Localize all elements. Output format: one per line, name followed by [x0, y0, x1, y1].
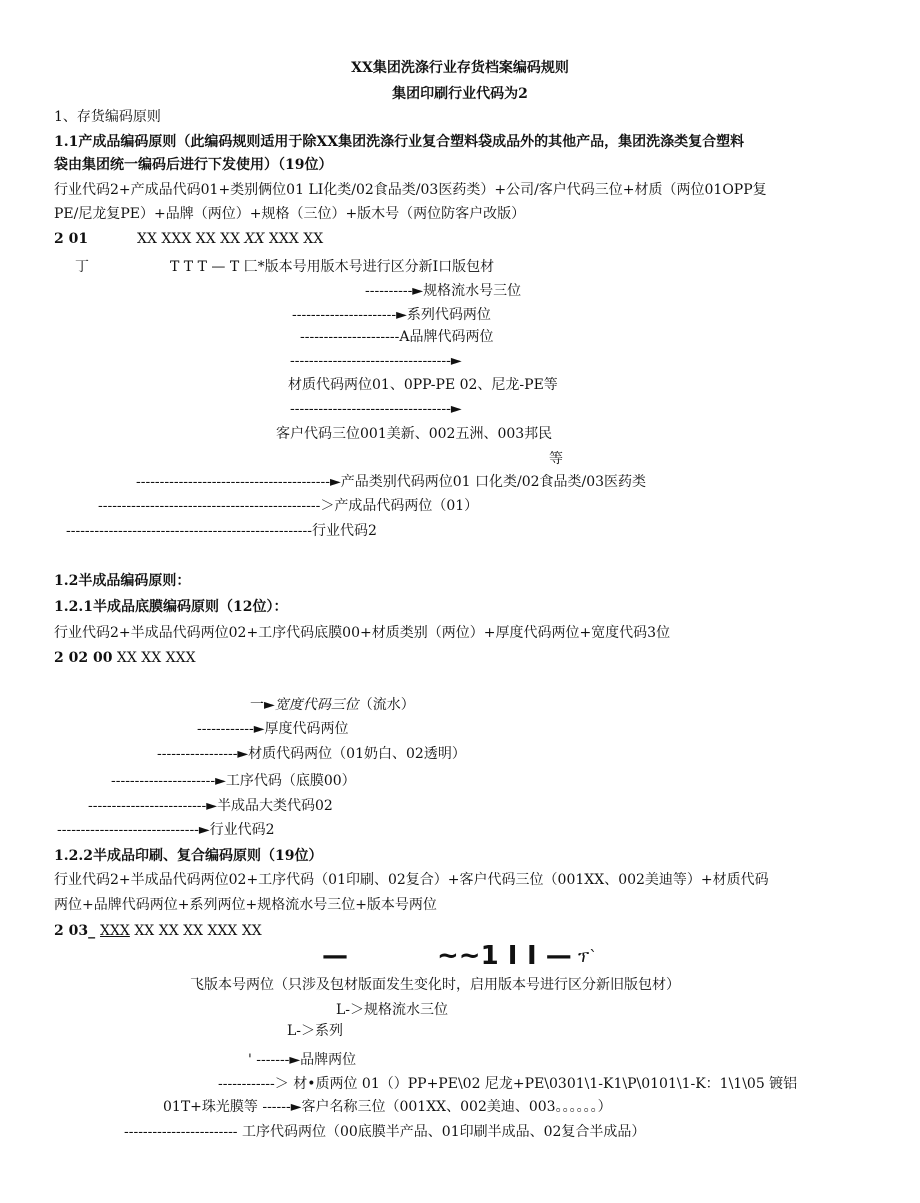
width-label: 宽度代码三位 [274, 697, 359, 713]
tree-1-1-arrow-material: ----------------------------------► [290, 353, 462, 369]
tree-1-1-product-code: -----------------------------------------------＞产成品代码两位（01） [98, 498, 479, 514]
section-1-2-2-heading: 1.2.2半成品印刷、复合编码原则（19位） [54, 848, 323, 864]
code-underlined: XXX [99, 923, 130, 939]
section-1-1-code [54, 230, 323, 248]
tree-1-1-arrow-customer: ----------------------------------► [290, 401, 462, 417]
tree-1-2-2-spec: L-＞规格流水三位 [336, 1002, 449, 1018]
section-1-1-desc-line2: PE/尼龙复PE）+品牌（两位）+规格（三位）+版木号（两位防客户改版） [54, 206, 526, 222]
code-prefix: 2 01 [54, 231, 89, 247]
arrow: 一► [250, 697, 275, 713]
section-1-heading: 1、存货编码原则 [54, 109, 161, 125]
tree-1-1-category: -----------------------------------------►产品类别代码两位01 口化类/02食品类/03医药类 [136, 474, 647, 490]
section-1-1-heading-line2: 袋由集团统一编码后进行下发使用）（19位） [54, 157, 333, 173]
tree-1-2-2-material: ------------＞ 材•质两位 01（）PP+PE\02 尼龙+PE\0301\1-K1\P\0101\1-K：1\1\05 镀铝 [218, 1076, 798, 1092]
code-prefix: 2 03_ [54, 923, 100, 939]
section-1-2-1-code [54, 649, 196, 667]
section-1-1-desc-line1: 行业代码2+产成品代码01+类别俩位01 LI化类/02食品类/03医药类）+公司/客户代码三位+材质（两位01OPP复 [54, 182, 767, 198]
tree-1-2-2-version: 飞版本号两位（只涉及包材版面发生变化时，启用版本号进行区分新旧版包材） [190, 977, 680, 993]
code-part-c: XXX XX [264, 231, 324, 247]
tree-1-2-2-series: L-＞系列 [287, 1023, 344, 1039]
marks-tilde: ~~1 I [437, 941, 518, 971]
tree-1-2-1-thickness: ------------►厚度代码两位 [197, 721, 349, 737]
tree-1-1-series: ----------------------►系列代码两位 [292, 307, 491, 323]
section-1-2-2-desc-line1: 行业代码2+半成品代码两位02+工序代码（01印刷、02复合）+客户代码三位（001XX、002美迪等）+材质代码 [54, 872, 769, 888]
tree-1-2-2-process: ------------------------ 工序代码两位（00底膜半产品、01印刷半成品、02复合半成品） [124, 1124, 646, 1140]
width-suffix: （流水） [358, 697, 415, 713]
section-1-2-1-desc: 行业代码2+半成品代码两位02+工序代码底膜00+材质类别（两位）+厚度代码两位+宽度代码3位 [54, 625, 671, 641]
code-rest: XX XX XXX [112, 650, 196, 666]
marks-bar: I — [527, 941, 572, 971]
tree-1-2-2-brand: ' -------►品牌两位 [248, 1052, 357, 1068]
tree-1-2-1-industry: ------------------------------►行业代码2 [57, 822, 275, 838]
tree-1-2-1-process: ----------------------►工序代码（底膜00） [111, 773, 356, 789]
section-1-1-heading-line1: 1.1产成品编码原则（此编码规则适用于除XX集团洗涤行业复合塑料袋成品外的其他产品，集团洗涤类复合塑料 [54, 134, 745, 150]
tree-1-2-1-category: -------------------------►半成品大类代码02 [88, 798, 333, 814]
tree-1-1-material: 材质代码两位01、0PP-PE 02、尼龙-PE等 [288, 377, 558, 393]
code-part-b: XX [244, 231, 265, 247]
section-1-2-2-code [54, 922, 262, 940]
tree-1-1-industry-code: ----------------------------------------------------行业代码2 [66, 523, 377, 539]
tree-1-1-version: T T T — T 匚*版本号用版木号进行区分新I口版包材 [170, 259, 495, 275]
tree-1-1-spec: ----------►规格流水号三位 [365, 283, 522, 299]
code-prefix: 2 02 00 [54, 650, 113, 666]
doc-subtitle: 集团印刷行业代码为2 [392, 86, 528, 102]
marks-glyph: ፕ` [578, 947, 598, 966]
tree-1-2-1-material: -----------------►材质代码两位（01奶白、02透明） [157, 746, 466, 762]
tree-1-1-customer-cont: 等 [549, 451, 563, 467]
section-1-2-heading: 1.2半成品编码原则： [54, 573, 191, 589]
section-1-2-2-desc-line2: 两位+品牌代码两位+系列两位+规格流水号三位+版本号两位 [54, 897, 437, 913]
doc-title: XX集团洗涤行业存货档案编码规则 [351, 60, 569, 76]
marks-dash: — [322, 941, 348, 971]
tree-1-2-2-customer: 01T+珠光膜等 ------►客户名称三位（001XX、002美迪、003。。。。。。） [163, 1099, 612, 1115]
code-part-a: XX XXX XX XX [137, 231, 245, 247]
tree-1-1-customer: 客户代码三位001美新、002五洲、003邦民 [276, 426, 553, 442]
tree-1-1-marker: 丁 [75, 259, 89, 275]
tree-1-2-1-width [250, 696, 415, 714]
section-1-2-1-heading: 1.2.1半成品底膜编码原则（12位）： [54, 599, 288, 615]
tree-1-1-brand: ---------------------A品牌代码两位 [300, 329, 494, 345]
code-rest: XX XX XX XXX XX [129, 923, 262, 939]
